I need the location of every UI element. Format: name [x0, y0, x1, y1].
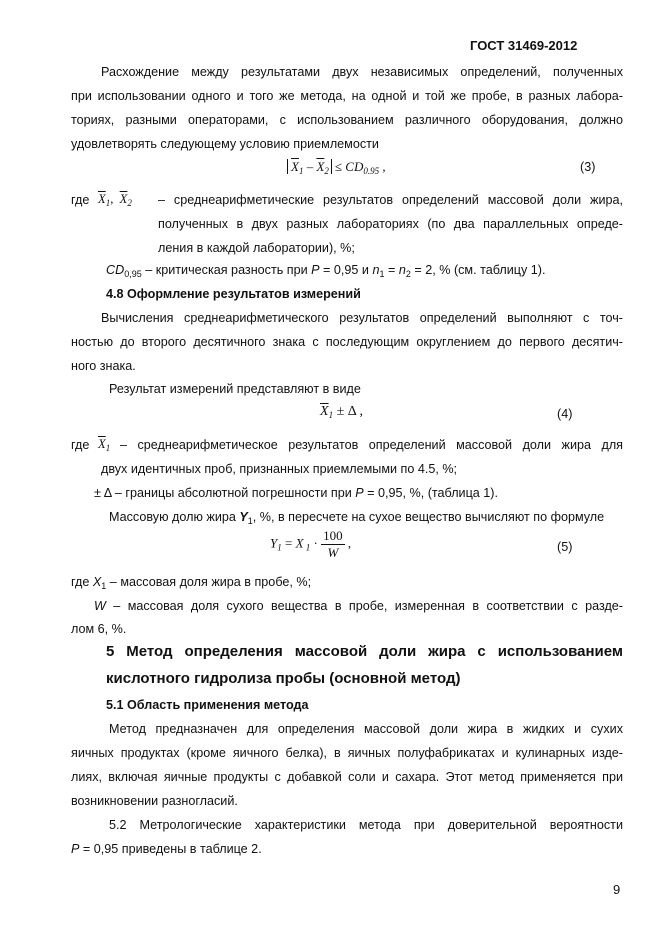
- definition-line: – среднеарифметические результатов определений массовой доли жира,: [158, 193, 623, 207]
- paragraph-line: 5.2 Метрологические характеристики метода при доверительной вероятности: [109, 818, 623, 832]
- paragraph-line: лиях, включая яичные продукты с добавкой соли и сахара. Этот метод применяется при: [71, 770, 623, 784]
- formula-4: $\overline{X}_1 \pm \Delta$ ,: [320, 404, 363, 420]
- definition-line: двух идентичных проб, признанных приемлемыми по 4.5, %;: [101, 462, 458, 476]
- section-heading-5-cont: кислотного гидролиза пробы (основной метод): [106, 670, 461, 687]
- paragraph-line: возникновении разногласий.: [71, 794, 238, 808]
- symbol-x1-x2: $\overline{X}_1$, $\overline{X}_2$: [98, 192, 132, 208]
- document-id: ГОСТ 31469-2012: [470, 38, 578, 53]
- paragraph-line: при использовании одного и того же метода, на одной и той же пробе, в разных лабора-: [71, 89, 623, 103]
- paragraph-line: удовлетворять следующему условию приемлемости: [71, 137, 379, 151]
- formula-number: (5): [557, 540, 573, 554]
- definition-cd: $CD_{0,95}$ – критическая разность при P = 0,95 и $n_1 = n_2 = 2$, % (см. таблицу 1).: [106, 263, 546, 279]
- definition-line: – среднеарифметическое результатов определений массовой доли жира для: [120, 438, 623, 452]
- page-number: 9: [613, 882, 621, 897]
- paragraph-line: яичных продуктах (кроме яичного белка), в яичных полуфабрикатах и кулинарных изде-: [71, 746, 623, 760]
- paragraph-line: Расхождение между результатами двух независимых определений, полученных: [101, 65, 623, 79]
- definition-delta: ± Δ – границы абсолютной погрешности при P = 0,95, %, (таблица 1).: [94, 486, 498, 500]
- paragraph-line: ностью до второго десятичного знака с последующим округлением до первого десятич-: [71, 335, 623, 349]
- formula-3: $\overline{X}_1 - \overline{X}_2 \le CD_{0.95}$ ,: [287, 159, 386, 175]
- paragraph-line: Результат измерений представляют в виде: [109, 382, 361, 396]
- where-label: где: [71, 193, 90, 207]
- formula-number: (3): [580, 160, 596, 174]
- paragraph-line: ного знака.: [71, 359, 136, 373]
- section-heading-4-8: 4.8 Оформление результатов измерений: [106, 287, 361, 301]
- section-heading-5: 5 Метод определения массовой доли жира с использованием: [106, 643, 623, 660]
- fraction: $\frac{100}{W}$: [323, 528, 343, 560]
- section-heading-5-1: 5.1 Область применения метода: [106, 698, 309, 712]
- definition-line: ления в каждой лаборатории), %;: [158, 241, 355, 255]
- paragraph-line: P = 0,95 приведены в таблице 2.: [71, 842, 262, 856]
- definition-x1: где $X_1$ – массовая доля жира в пробе, %;: [71, 575, 312, 591]
- formula-5: $Y_1 = X$ $_1$ · $\frac{100}{W}$ ,: [270, 528, 352, 560]
- formula-number: (4): [557, 407, 573, 421]
- symbol-x1: $\overline{X}_1$: [98, 437, 111, 453]
- paragraph-line: Вычисления среднеарифметического результатов определений выполняют с точ-: [101, 311, 623, 325]
- paragraph-line: ториях, разными операторами, с использованием различного оборудования, должно: [71, 113, 623, 127]
- paragraph-line: Метод предназначен для определения массовой доли жира в жидких и сухих: [109, 722, 623, 736]
- definition-w: W – массовая доля сухого вещества в пробе, измеренная в соответствии с разде-: [94, 599, 623, 613]
- definition-line: полученных в двух разных лабораториях (по два параллельных опреде-: [158, 217, 623, 231]
- where-label: где: [71, 438, 90, 452]
- definition-line: лом 6, %.: [71, 622, 127, 636]
- paragraph-line: Массовую долю жира $Y_1$, %, в пересчете на сухое вещество вычисляют по формуле: [109, 510, 605, 526]
